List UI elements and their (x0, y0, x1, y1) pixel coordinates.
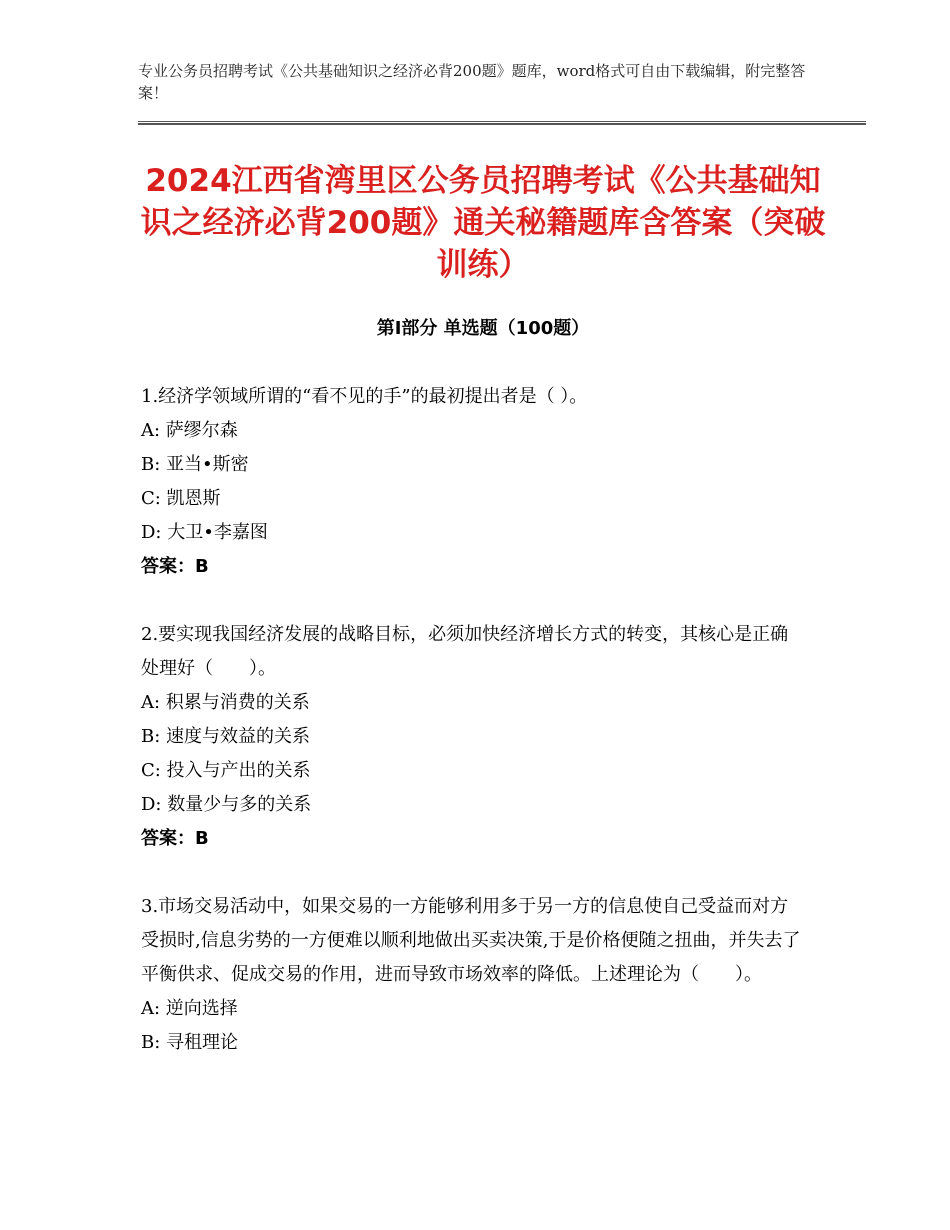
option-b: B: 亚当•斯密 (141, 454, 249, 475)
question-stem: 2.要实现我国经济发展的战略目标，必须加快经济增长方式的转变，其核心是正确处理好（ ）。 (141, 624, 789, 679)
question-spacer (141, 856, 801, 890)
option-d: D: 数量少与多的关系 (141, 794, 312, 815)
option-d: D: 大卫•李嘉图 (141, 522, 268, 543)
question-2 (141, 618, 801, 856)
question-stem: 3.市场交易活动中，如果交易的一方能够利用多于另一方的信息使自己受益而对方受损时,信息劣势的一方便难以顺利地做出买卖决策,于是价格便随之扭曲，并失去了平衡供求、促成交易的作用，进而导致市场效率的降低。上述理论为（ ）。 (141, 896, 801, 985)
option-a: A: 萨缪尔森 (141, 420, 238, 441)
answer: 答案：B (141, 828, 209, 849)
question-stem: 1.经济学领域所谓的“看不见的手”的最初提出者是（ ）。 (141, 386, 588, 407)
option-a: A: 积累与消费的关系 (141, 692, 310, 713)
option-b: B: 寻租理论 (141, 1032, 239, 1053)
document-title: 2024江西省湾里区公务员招聘考试《公共基础知识之经济必背200题》通关秘籍题库含答案（突破训练） (140, 163, 826, 283)
option-a: A: 逆向选择 (141, 998, 238, 1019)
option-b: B: 速度与效益的关系 (141, 726, 311, 747)
header-note: 专业公务员招聘考试《公共基础知识之经济必背200题》题库，word格式可自由下载编辑，附完整答案！ (138, 62, 806, 102)
question-3 (141, 890, 801, 1060)
section-title: 第I部分 单选题（100题） (376, 318, 590, 339)
answer: 答案：B (141, 556, 209, 577)
option-c: C: 投入与产出的关系 (141, 760, 311, 781)
option-c: C: 凯恩斯 (141, 488, 221, 509)
question-list (141, 380, 801, 1060)
question-spacer (141, 584, 801, 618)
question-1 (141, 380, 801, 584)
header-divider (138, 121, 866, 125)
